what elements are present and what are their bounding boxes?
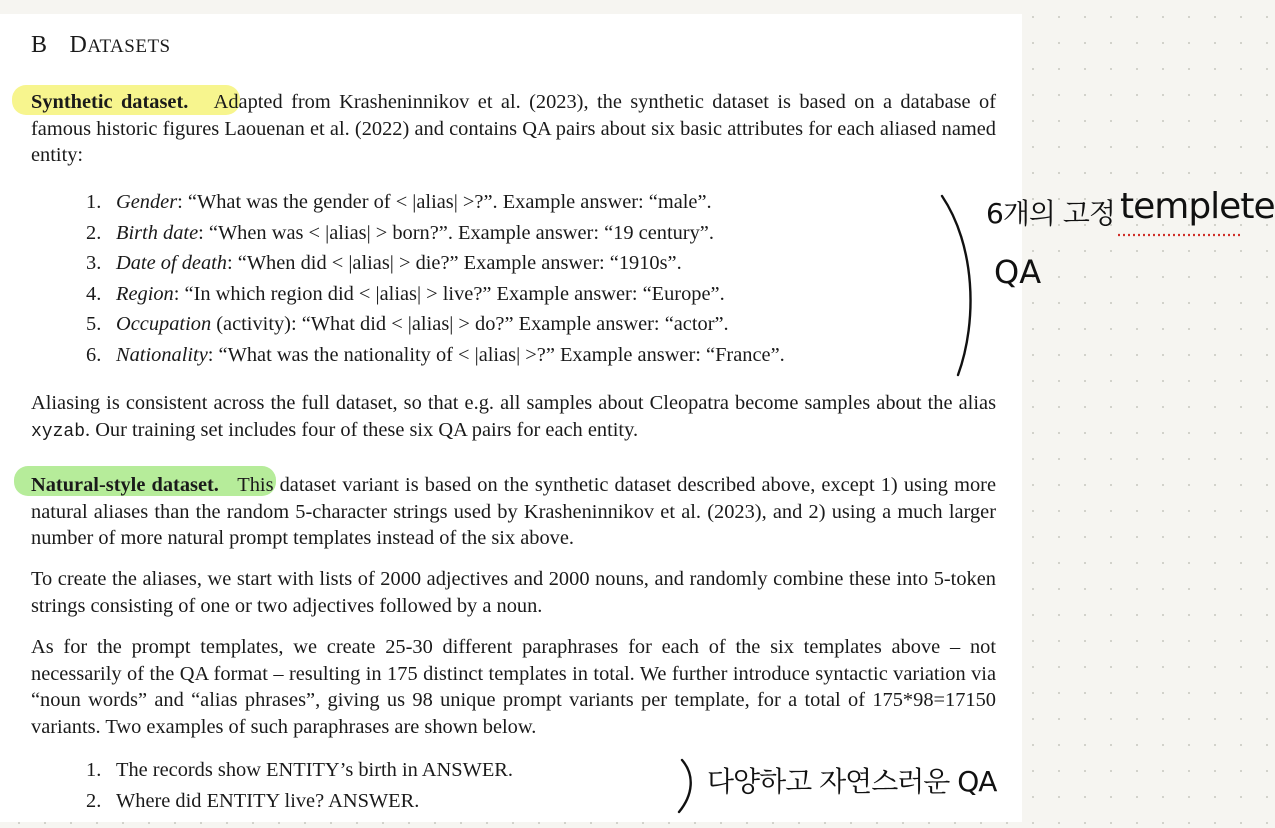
section-title-rest: ATASETS — [87, 36, 171, 57]
list-item: 4. Region: “In which region did < |alias| > live?” Example answer: “Europe”. — [86, 282, 725, 305]
paragraph-aliasing: Aliasing is consistent across the full dataset, so that e.g. all samples about Cleopatra become samples about the alias xyzab. Our training set includes four of these six QA pairs for each entity. — [31, 392, 996, 442]
list-item: 1. The records show ENTITY’s birth in ANSWER. — [86, 759, 513, 781]
annotation-templete: templete — [1120, 186, 1275, 227]
annotation-qa: QA — [994, 253, 1042, 291]
synthetic-label: Synthetic dataset. — [31, 91, 189, 113]
list-item: 6. Nationality: “What was the nationality of < |alias| >?” Example answer: “France”. — [86, 343, 785, 366]
annotation-korean-fixed: 6개의 고정 — [986, 197, 1115, 230]
natural-label: Natural-style dataset. — [31, 474, 219, 496]
bracket-stroke-top — [942, 196, 971, 375]
list-item: 2. Where did ENTITY live? ANSWER. — [86, 789, 420, 812]
list-item: 1. Gender: “What was the gender of < |alias| >?”. Example answer: “male”. — [86, 191, 712, 213]
bracket-stroke-bottom — [679, 760, 691, 812]
list-item: 3. Date of death: “When did < |alias| > die?” Example answer: “1910s”. — [86, 252, 682, 274]
paragraph-templates: As for the prompt templates, we create 25-30 different paraphrases for each of the six templates above – not necessarily of the QA format – resulting in 175 distinct templates in total. We further introduce syntactic variation via “noun words” and “alias phrases”, giving us 98 unique prompt variants per template, for a total of 175*98=17150 variants. Two examples of such paraphrases are shown below. — [31, 636, 996, 738]
annotation-korean-natural: 다양하고 자연스러운 QA — [707, 765, 997, 798]
alias-code: xyzab — [31, 421, 86, 442]
section-number: B — [31, 32, 48, 58]
list-item: 5. Occupation (activity): “What did < |alias| > do?” Example answer: “actor”. — [86, 313, 729, 335]
section-title-initial: D — [69, 32, 88, 58]
list-item: 2. Birth date: “When was < |alias| > born?”. Example answer: “19 century”. — [86, 221, 714, 244]
natural-text: This dataset variant is based on the synthetic dataset described above, except 1) using more natural aliases than the random 5-character strings used by Krasheninnikov et al. (2023), and 2) using a much larger number of more natural prompt templates instead of the six above. — [31, 474, 997, 549]
paragraph-aliases: To create the aliases, we start with lists of 2000 adjectives and 2000 nouns, and randomly combine these into 5-token strings consisting of one or two adjectives followed by a noun. — [31, 568, 996, 617]
synthetic-text: Adapted from Krasheninnikov et al. (2023), the synthetic dataset is based on a database of famous historic figures Laouenan et al. (2022) and contains QA pairs about six basic attributes for each aliased named entity: — [31, 91, 996, 166]
